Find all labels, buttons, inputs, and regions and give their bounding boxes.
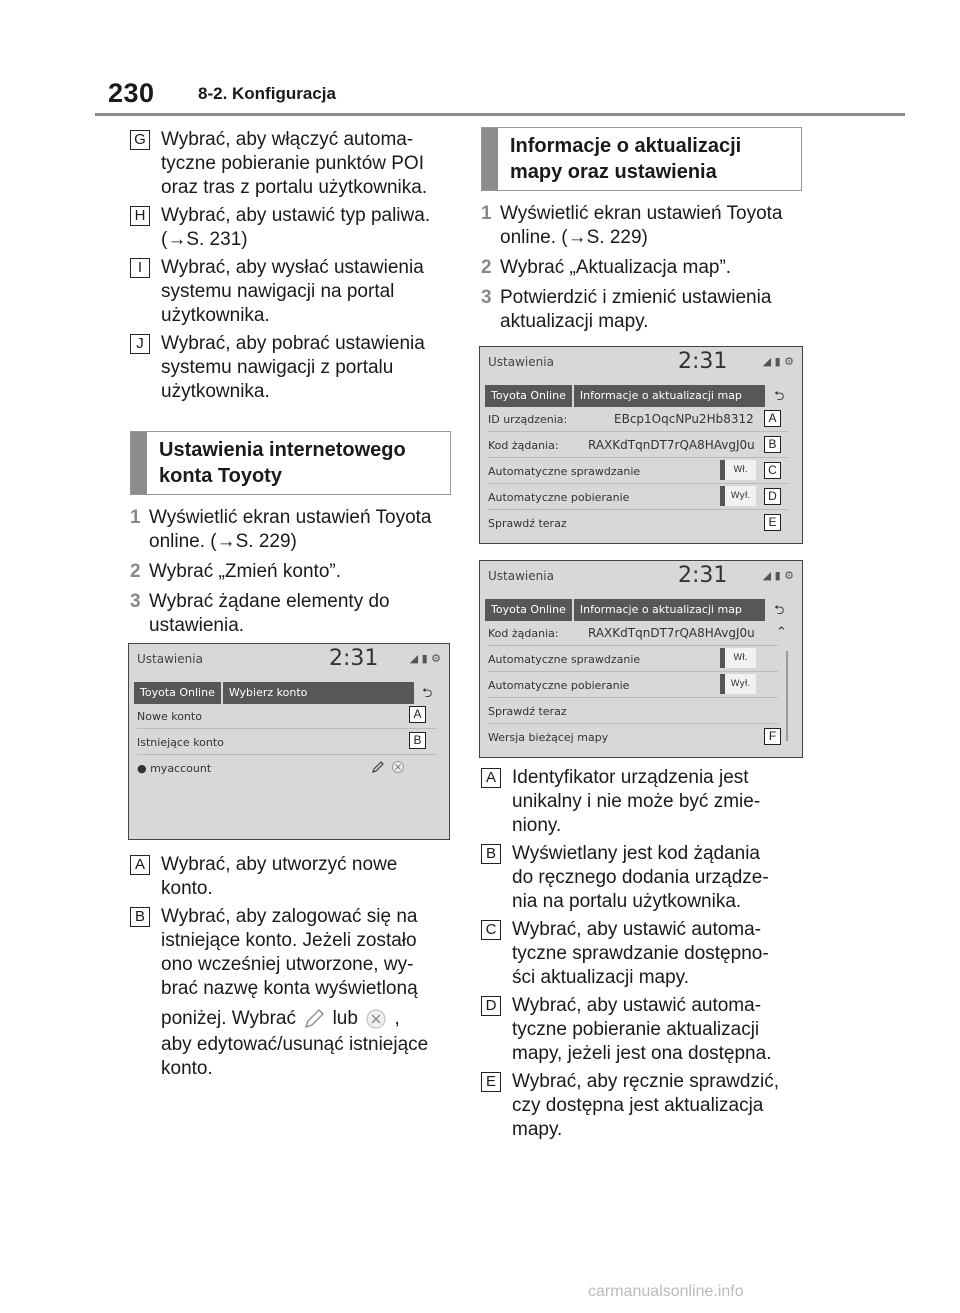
delete-icon[interactable] — [391, 760, 405, 774]
pencil-icon — [301, 1006, 327, 1032]
left-item-b: B Wybrać, aby zalogować się na istniejące konto. Jeżeli zostało ono wcześniej utworzone, wy- brać nazwę konta wyświetloną — [130, 905, 455, 1001]
tab-map-update-info[interactable]: Informacje o aktualizacji map — [574, 599, 765, 621]
device-id-value: EBcp1OqcNPu2Hb8312 — [614, 412, 754, 426]
back-icon[interactable]: ⮌ — [774, 389, 785, 404]
callout-label: C — [764, 462, 781, 479]
left-item-list — [130, 128, 455, 408]
right-item-a: A Identyfikator urządzenia jest unikalny i nie może być zmie- niony. — [481, 766, 806, 838]
row-current-map-version: Wersja bieżącej mapy — [488, 731, 609, 744]
page-number: 230 — [108, 78, 155, 108]
label-box: A — [130, 855, 150, 875]
row-auto-download[interactable]: Automatyczne pobieranie — [488, 491, 630, 504]
label-box: D — [481, 996, 501, 1016]
left-item-b-continued: poniżej. Wybrać lub , aby edytować/usunąć istniejące konto. — [130, 1005, 455, 1081]
left-item-h: H Wybrać, aby ustawić typ paliwa. (→S. 231) — [130, 204, 455, 252]
tab-map-update-info[interactable]: Informacje o aktualizacji map — [574, 385, 765, 407]
section-title: 8-2. Konfiguracja — [198, 84, 336, 103]
label-box: I — [130, 258, 150, 278]
request-code-value: RAXKdTqnDT7rQA8HAvgJ0u — [588, 438, 755, 452]
row-check-now[interactable]: Sprawdź teraz — [488, 517, 567, 530]
callout-label: A — [409, 706, 426, 723]
callout-label: B — [409, 732, 426, 749]
back-icon[interactable]: ⮌ — [774, 603, 785, 618]
left-item-i: I Wybrać, aby wysłać ustawienia systemu nawigacji na portal użytkownika. — [130, 256, 455, 328]
label-box: G — [130, 130, 150, 150]
tab-toyota-online[interactable]: Toyota Online — [134, 682, 221, 704]
callout-label: E — [764, 514, 781, 531]
right-item-b: B Wyświetlany jest kod żądania do ręcznego dodania urządze- nia na portalu użytkownika. — [481, 842, 806, 914]
right-item-list — [481, 766, 806, 1146]
left-item-j: J Wybrać, aby pobrać ustawienia systemu nawigacji z portalu użytkownika. — [130, 332, 455, 404]
step-3: 3 Potwierdzić i zmienić ustawienia aktualizacji mapy. — [481, 287, 772, 332]
row-auto-download[interactable]: Automatyczne pobieranie — [488, 679, 630, 692]
step-2: 2 Wybrać „Zmień konto”. — [130, 561, 341, 582]
tab-toyota-online[interactable]: Toyota Online — [485, 599, 572, 621]
right-item-d: D Wybrać, aby ustawić automa- tyczne pobieranie aktualizacji mapy, jeżeli jest ona dostępna. — [481, 994, 806, 1066]
row-auto-check[interactable]: Automatyczne sprawdzanie — [488, 465, 641, 478]
header-divider — [95, 113, 905, 116]
label-box: J — [130, 334, 150, 354]
right-steps — [481, 202, 806, 340]
scrollbar[interactable] — [786, 651, 788, 741]
row-request-code: Kod żądania: — [488, 439, 559, 452]
heading-map-update: Informacje o aktualizacji mapy oraz ustawienia — [481, 127, 802, 191]
right-item-e: E Wybrać, aby ręcznie sprawdzić, czy dostępna jest aktualizacja mapy. — [481, 1070, 806, 1142]
pencil-icon[interactable] — [371, 760, 385, 774]
row-device-id: ID urządzenia: — [488, 413, 568, 426]
right-item-c: C Wybrać, aby ustawić automa- tyczne sprawdzanie dostępno- ści aktualizacji mapy. — [481, 918, 806, 990]
row-myaccount[interactable]: ● myaccount — [137, 762, 212, 775]
screenshot-map-update-1: Ustawienia 2:31 ◢ ▮ ⚙ Toyota Online Informacje o aktualizacji map ⮌ ID urządzenia: EBcp1OqcNPu2Hb8312 Kod żądania: RAXKdTqnDT7rQA8HAvgJ0u Automatyczne sprawdzanie Wł. Automatyczne pobieranie Wył. Sprawdź teraz A B C D E — [479, 346, 803, 544]
row-check-now[interactable]: Sprawdź teraz — [488, 705, 567, 718]
left-item-a: A Wybrać, aby utworzyć nowe konto. — [130, 853, 455, 901]
row-new-account[interactable]: Nowe konto — [137, 710, 202, 723]
watermark: carmanualsonline.info — [588, 1283, 744, 1300]
step-1: 1 Wyświetlić ekran ustawień Toyota online. (→S. 229) — [481, 203, 783, 248]
delete-icon — [363, 1006, 389, 1032]
tab-choose-account[interactable]: Wybierz konto — [223, 682, 414, 704]
back-icon[interactable]: ⮌ — [422, 686, 433, 701]
tab-toyota-online[interactable]: Toyota Online — [485, 385, 572, 407]
label-box: E — [481, 1072, 501, 1092]
row-existing-account[interactable]: Istniejące konto — [137, 736, 224, 749]
label-box: A — [481, 768, 501, 788]
heading-bar — [131, 432, 147, 494]
step-2: 2 Wybrać „Aktualizacja map”. — [481, 257, 732, 278]
label-box: B — [481, 844, 501, 864]
callout-label: A — [764, 410, 781, 427]
left-item-g: G Wybrać, aby włączyć automa- tyczne pobieranie punktów POI oraz tras z portalu użytkownika. — [130, 128, 455, 200]
scroll-up-icon[interactable]: ⌃ — [776, 625, 787, 640]
heading-bar — [482, 128, 498, 190]
left-item-list-2 — [130, 853, 455, 1085]
left-steps — [130, 506, 455, 644]
label-box: C — [481, 920, 501, 940]
auto-download-toggle[interactable]: Wył. — [720, 486, 756, 506]
label-box: B — [130, 907, 150, 927]
callout-label: D — [764, 488, 781, 505]
screenshot-choose-account: Ustawienia 2:31 ◢ ▮ ⚙ Toyota Online Wybierz konto ⮌ Nowe konto Istniejące konto ● myaccount A B — [128, 643, 450, 840]
request-code-value: RAXKdTqnDT7rQA8HAvgJ0u — [588, 626, 755, 640]
screenshot-map-update-2: Ustawienia 2:31 ◢ ▮ ⚙ Toyota Online Informacje o aktualizacji map ⮌ Kod żądania: RAXKdTqnDT7rQA8HAvgJ0u ⌃ Automatyczne sprawdzanie Wł. Automatyczne pobieranie Wył. Sprawdź teraz Wersja bieżącej mapy F — [479, 560, 803, 758]
heading-account-settings: Ustawienia internetowego konta Toyoty — [130, 431, 451, 495]
row-auto-check[interactable]: Automatyczne sprawdzanie — [488, 653, 641, 666]
callout-label: F — [764, 728, 781, 745]
auto-check-toggle[interactable]: Wł. — [720, 648, 756, 668]
step-1: 1 Wyświetlić ekran ustawień Toyota online. (→S. 229) — [130, 507, 432, 552]
auto-check-toggle[interactable]: Wł. — [720, 460, 756, 480]
row-request-code: Kod żądania: — [488, 627, 559, 640]
callout-label: B — [764, 436, 781, 453]
label-box: H — [130, 206, 150, 226]
auto-download-toggle[interactable]: Wył. — [720, 674, 756, 694]
step-3: 3 Wybrać żądane elementy do ustawienia. — [130, 591, 390, 636]
